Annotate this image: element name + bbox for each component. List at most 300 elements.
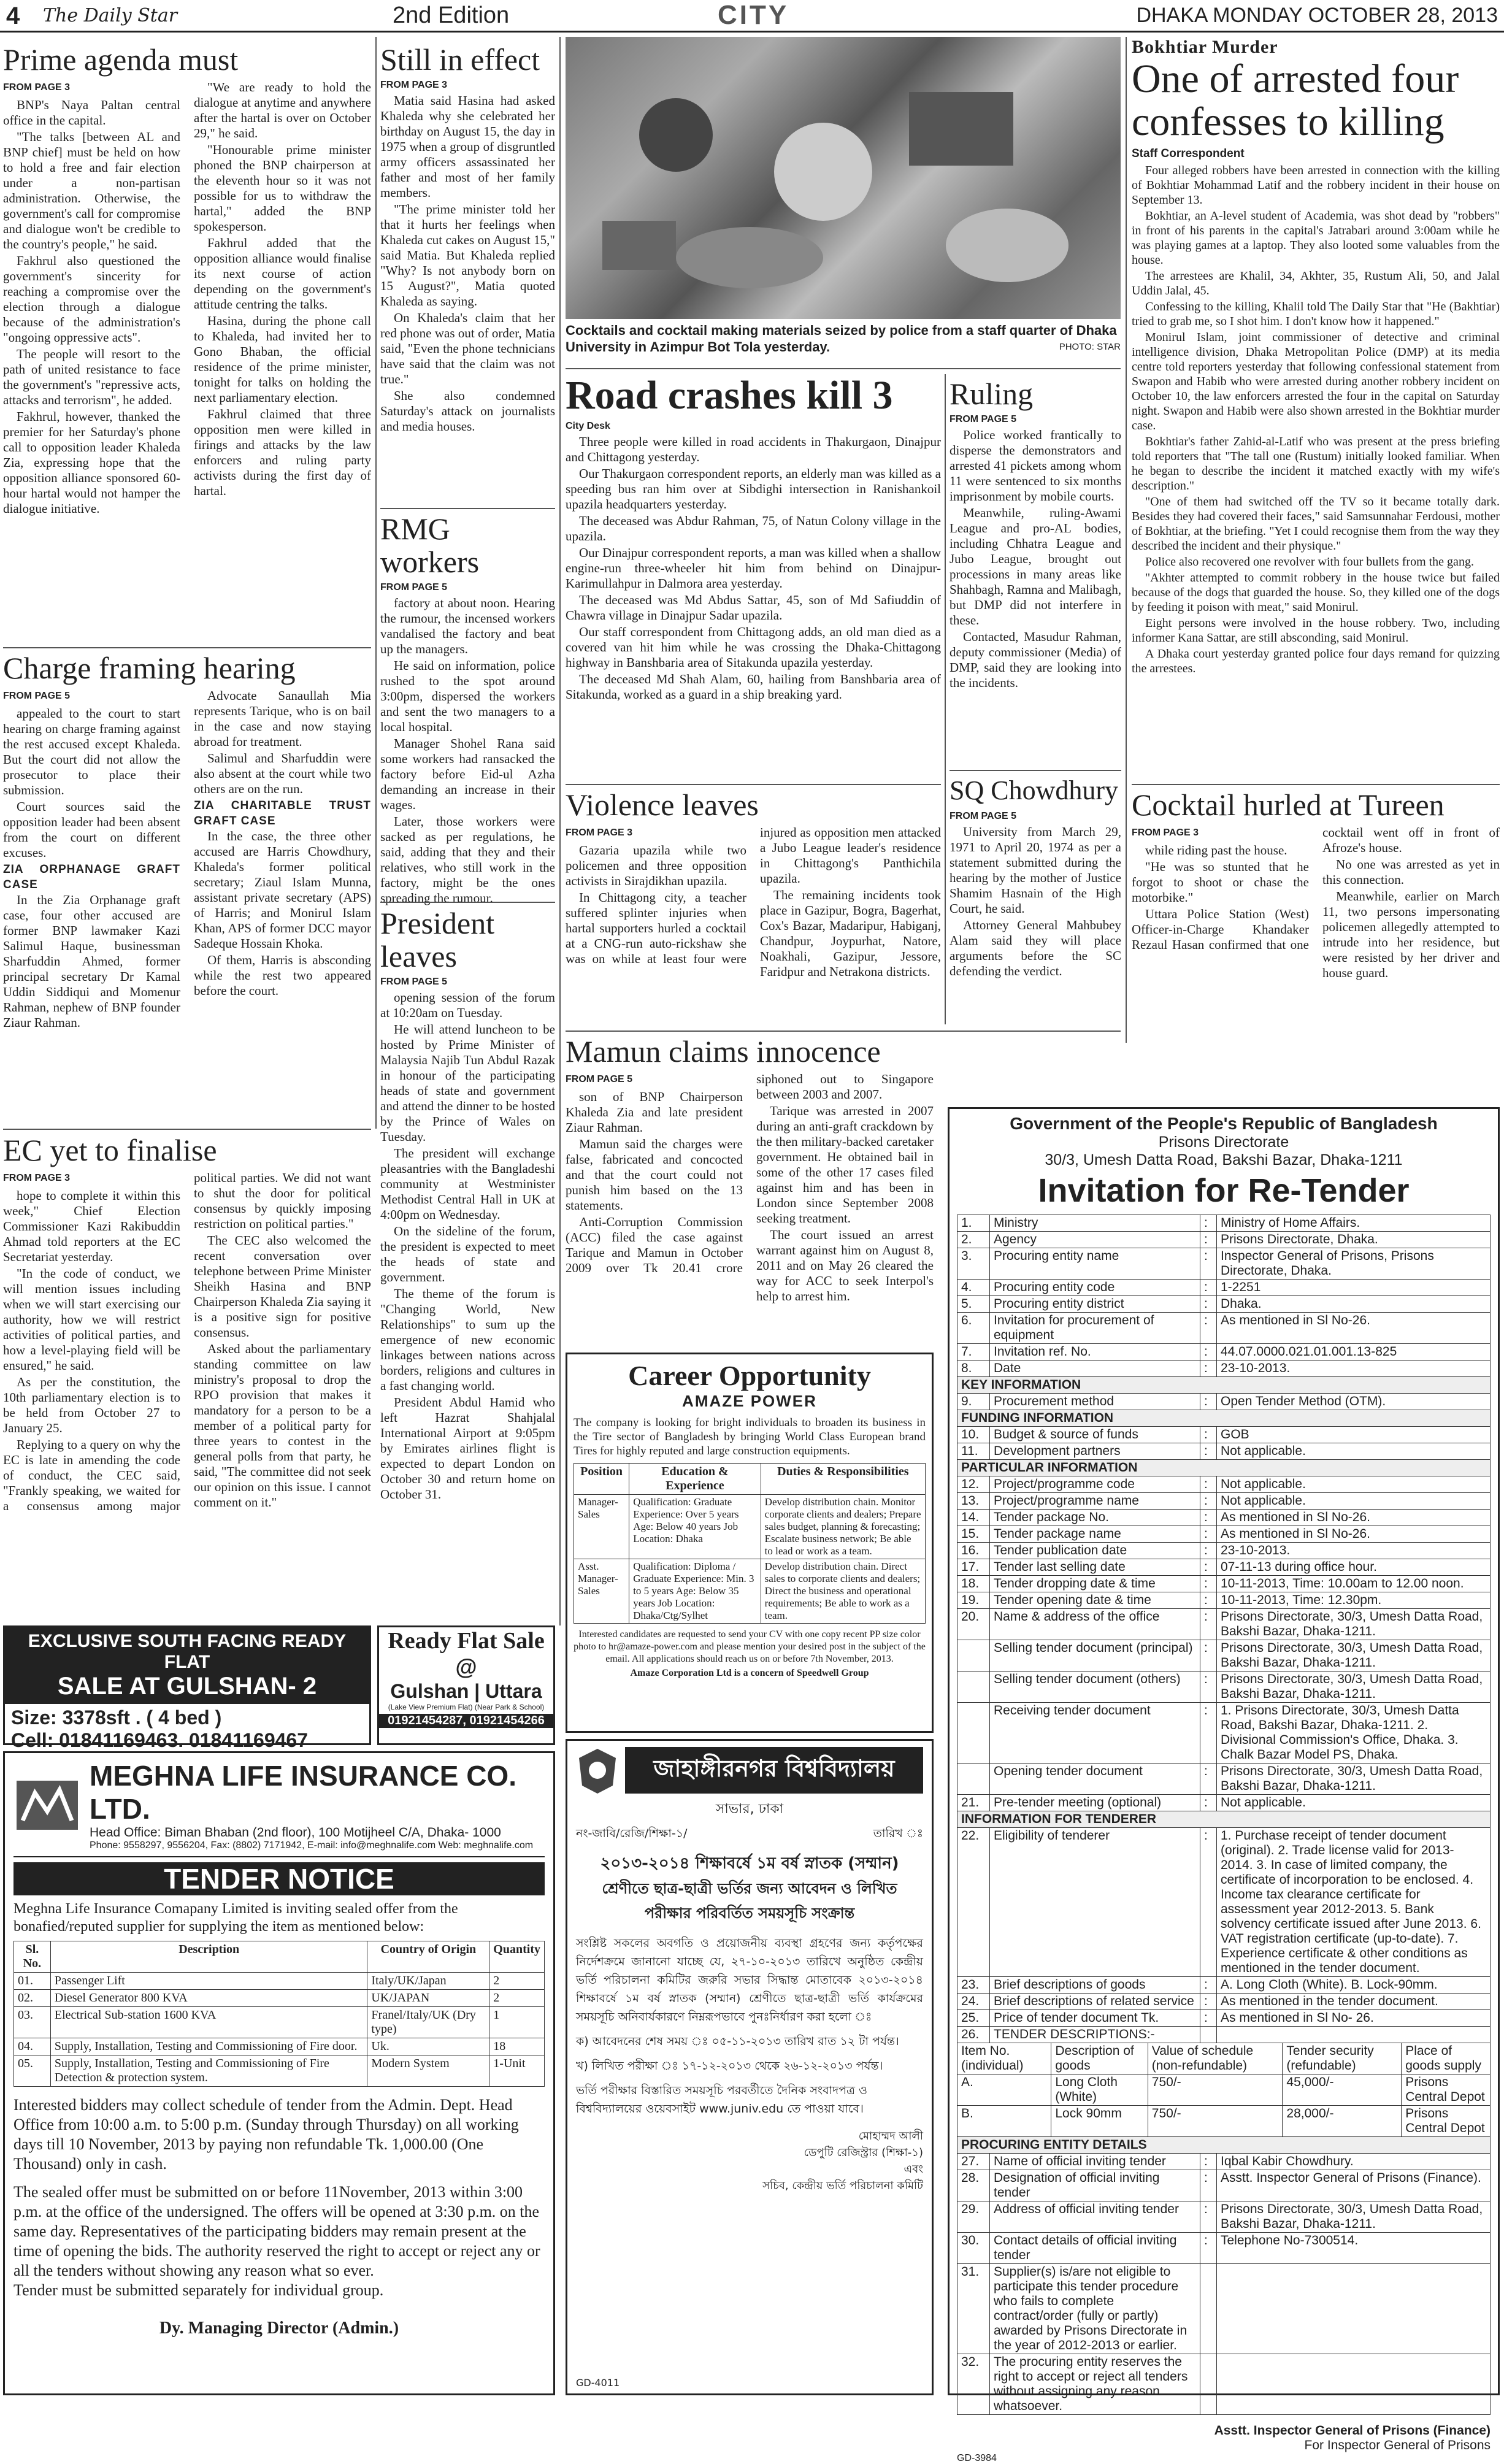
paragraph: "The talks [between AL and BNP chief] must be held on how to hold a free and fair election under a non-partisan administration. Otherwise, the government's call for compromise and dialogue won't be credible to the country's people," he said. bbox=[3, 129, 180, 251]
table-row bbox=[957, 1671, 1491, 1703]
table-row bbox=[957, 1394, 1491, 1410]
paragraph: Fakhrul added that the opposition alliance would finalise its next course of action depending on the government's attitude centring the talks. bbox=[194, 236, 371, 312]
paragraph: The remaining incidents took place in Gazipur, Bogra, Bagerhat, Cox's Bazar, Madaripur, Habiganj, Chandpur, Joypurhat, Natore, Noakhali, Gazipur, Jessore, Faridpur and Netrakona districts. bbox=[760, 888, 941, 979]
paragraph: University from March 29, 1971 to April 20, 1974 as per a statement submitted during the hearing by the mother of Justice Shamim Hasnain of the High Court, he said. bbox=[950, 824, 1121, 916]
headline: Still in effect bbox=[380, 42, 540, 77]
article-rmg-workers bbox=[380, 512, 555, 905]
row-value: Not applicable. bbox=[1217, 1795, 1491, 1811]
row-value: Ministry of Home Affairs. bbox=[1217, 1215, 1491, 1232]
cell: Prisons Central Depot bbox=[1402, 2106, 1491, 2137]
paragraph: Anti-Corruption Commission (ACC) filed the case against Tarique and Mamun in October 2009 over Tk 20.41 crore siphoned out to Singapore between 2003 and 2007. bbox=[566, 1072, 934, 1275]
table-row bbox=[957, 1977, 1491, 1994]
paragraph: "The prime minister told her that it hurts her feelings when Khaleda cut cakes on August 15," said Matia. But Khaleda replied "Why? Is not anybody born on 15 August?", Matia quoted Khaleda as saying. bbox=[380, 202, 555, 309]
table-row bbox=[957, 2201, 1491, 2233]
separator: : bbox=[1200, 1640, 1217, 1671]
column-divider bbox=[1126, 37, 1127, 1043]
tender-intro: Meghna Life Insurance Comapany Limited is inviting sealed offer from the bonafied/reputed supplier for supplying the item as mentioned below: bbox=[13, 1901, 458, 1935]
separator: : bbox=[1200, 1313, 1217, 1344]
from-page: FROM PAGE 5 bbox=[566, 1074, 633, 1084]
company-contact: Phone: 9558297, 9556204, Fax: (8802) 7171942, E-mail: info@meghnalife.com Web: meghnalife.com bbox=[90, 1840, 534, 1851]
paragraph: Uttara Police Station (West) Officer-in-Charge Khandaker Rezaul Hasan confirmed that one cocktail went off in front of Afroze's house. bbox=[1132, 825, 1500, 952]
cell: 750/- bbox=[1148, 2074, 1283, 2106]
table-row bbox=[957, 1609, 1491, 1640]
tender-descriptions-table bbox=[957, 2043, 1491, 2137]
dateline: DHAKA MONDAY OCTOBER 28, 2013 bbox=[1136, 4, 1498, 27]
tender-items-table bbox=[13, 1941, 545, 2087]
separator: : bbox=[1200, 1576, 1217, 1592]
paragraph: Manager Shohel Rana said some workers had ransacked the factory before Eid-ul Azha demanding an increase in their wages. bbox=[380, 736, 555, 812]
row-label: Brief descriptions of goods bbox=[990, 1977, 1200, 1994]
table-row bbox=[957, 2354, 1491, 2415]
article-body bbox=[3, 80, 371, 620]
meghna-logo-icon bbox=[13, 1778, 81, 1833]
paragraph: appealed to the court to start hearing on charge framing against the rest accused except Khaleda. But the court did not allow the prosecutor to place their submission. bbox=[3, 706, 180, 797]
subhead: ZIA CHARITABLE TRUST GRAFT CASE bbox=[194, 799, 371, 827]
row-label: Development partners bbox=[990, 1443, 1200, 1460]
university-crest-icon bbox=[576, 1746, 619, 1795]
cell: A. bbox=[957, 2074, 1051, 2106]
row-value: 1. Prisons Directorate, 30/3, Umesh Datta Road, Bakshi Bazar, Dhaka-1211. 2. Divisional Commission's Office, Dhaka. 3. Chalk Bazar Model PS, Dhaka. bbox=[1217, 1703, 1491, 1764]
row-number bbox=[957, 1671, 990, 1703]
row-label: The procuring entity reserves the right to accept or reject all tenders without assigning any reason whatsoever. bbox=[990, 2354, 1200, 2415]
paragraph: A Dhaka court yesterday granted police four days remand for quizzing the arrestees. bbox=[1132, 647, 1500, 675]
row-value: Prisons Directorate, 30/3, Umesh Datta Road, Bakshi Bazar, Dhaka-1211. bbox=[1217, 1671, 1491, 1703]
row-number: 10. bbox=[957, 1427, 990, 1443]
row-value: 44.07.0000.021.01.001.13-825 bbox=[1217, 1344, 1491, 1361]
cell: B. bbox=[957, 2106, 1051, 2137]
paragraph: In the case, the three other accused are Harris Chowdhury, Khaleda's former political secretary; Ziaul Islam Munna, assistant private secretary (APS) of Harris; and Monirul Islam Khan, APS of former DCC mayor Sadeque Hossain Khoka. bbox=[194, 829, 371, 951]
career-brand: AMAZE POWER bbox=[682, 1392, 817, 1410]
row-number: 32. bbox=[957, 2354, 990, 2415]
row-label: Selling tender document (others) bbox=[990, 1671, 1200, 1703]
row-value: As mentioned in Sl No-26. bbox=[1217, 1313, 1491, 1344]
article-sq-chowdhury bbox=[950, 774, 1121, 1026]
notice-note: ভর্তি পরীক্ষার বিস্তারিত সময়সূচি পরবর্তীতে দৈনিক সংবাদপত্র ও বিশ্ববিদ্যালয়ের ওয়েবসাইট www.juniv.edu তে পাওয়া যাবে। bbox=[576, 2084, 868, 2116]
paragraph: son of BNP Chairperson Khaleda Zia and late president Ziaur Rahman. bbox=[566, 1089, 743, 1135]
table-row bbox=[957, 1526, 1491, 1543]
cell: Prisons Central Depot bbox=[1402, 2074, 1491, 2106]
row-number: 22. bbox=[957, 1828, 990, 1977]
row-label: Pre-tender meeting (optional) bbox=[990, 1795, 1200, 1811]
from-page: FROM PAGE 3 bbox=[566, 827, 633, 838]
cell: Qualification: Graduate Experience: Over 5 years Age: Below 40 years Job Location: Dhaka bbox=[629, 1495, 761, 1559]
row-value: As mentioned in Sl No-26. bbox=[1217, 1526, 1491, 1543]
paragraph: No one was arrested as yet in this connection. bbox=[1322, 857, 1500, 887]
row-number: 19. bbox=[957, 1592, 990, 1609]
row-number: 13. bbox=[957, 1493, 990, 1510]
cell: 1-Unit bbox=[489, 2055, 545, 2087]
row-label: Designation of official inviting tender bbox=[990, 2170, 1200, 2201]
row-value: 10-11-2013, Time: 12.30pm. bbox=[1217, 1592, 1491, 1609]
row-value: 07-11-13 during office hour. bbox=[1217, 1559, 1491, 1576]
column-divider bbox=[945, 374, 946, 1024]
article-cocktail-tureen bbox=[1132, 788, 1500, 1027]
paragraph: On Khaleda's claim that her red phone was out of order, Matia said, "Even the phone technicians have said that the claim was not true." bbox=[380, 310, 555, 386]
table-row bbox=[957, 1248, 1491, 1280]
cell: Supply, Installation, Testing and Commissioning of Fire Detection & protection system. bbox=[50, 2055, 367, 2087]
table-row bbox=[957, 1994, 1491, 2010]
headline: Mamun claims innocence bbox=[566, 1034, 881, 1069]
cell: Lock 90mm bbox=[1051, 2106, 1148, 2137]
row-number: 16. bbox=[957, 1543, 990, 1559]
cell: Long Cloth (White) bbox=[1051, 2074, 1148, 2106]
paragraph: Police also recovered one revolver with four bullets from the gang. bbox=[1145, 555, 1474, 569]
table-row bbox=[957, 1361, 1491, 1377]
cell: Italy/UK/Japan bbox=[367, 1973, 489, 1990]
cell: Electrical Sub-station 1600 KVA bbox=[50, 2007, 367, 2038]
cell: Uk. bbox=[367, 2038, 489, 2055]
tender-signatory-2: For Inspector General of Prisons bbox=[1304, 2438, 1491, 2452]
separator: : bbox=[1200, 1394, 1217, 1410]
separator bbox=[1200, 2264, 1217, 2354]
notice-heading-3: পরীক্ষার পরিবর্তিত সময়সূচি সংক্রান্ত bbox=[644, 1905, 855, 1922]
career-title: Career Opportunity bbox=[628, 1360, 871, 1391]
paragraph: Four alleged robbers have been arrested in connection with the killing of Bokhtiar Mohammad Latif and the robbery incident in their house on September 13. bbox=[1132, 164, 1500, 207]
separator: : bbox=[1200, 2170, 1217, 2201]
section-label: KEY INFORMATION bbox=[957, 1377, 1491, 1394]
table-row bbox=[14, 1973, 545, 1990]
paragraph: "Akhter attempted to commit robbery in the house twice but failed because of the dogs that guarded the house. So, they killed one of the dogs by feeding it poison with meat," said Monirul. bbox=[1132, 571, 1500, 614]
row-label: Invitation for procurement of equipment bbox=[990, 1313, 1200, 1344]
cell: 45,000/- bbox=[1283, 2074, 1402, 2106]
from-page: FROM PAGE 3 bbox=[3, 82, 71, 93]
row-number: 28. bbox=[957, 2170, 990, 2201]
table-row bbox=[957, 1576, 1491, 1592]
row-label: Address of official inviting tender bbox=[990, 2201, 1200, 2233]
paragraph: Hasina, during the phone call to Khaleda, had invited her to Gono Bhaban, the official residence of the prime minister, tonight for talks on holding the next parliamentary election. bbox=[194, 313, 371, 405]
article-bokhtiar-murder bbox=[1132, 37, 1500, 788]
separator: : bbox=[1200, 1559, 1217, 1576]
subhead: ZIA ORPHANAGE GRAFT CASE bbox=[3, 863, 180, 891]
row-number: 31. bbox=[957, 2264, 990, 2354]
cell: UK/JAPAN bbox=[367, 1990, 489, 2007]
headline: EC yet to finalise bbox=[3, 1133, 217, 1167]
section-label: PARTICULAR INFORMATION bbox=[957, 1460, 1491, 1476]
separator: : bbox=[1200, 1592, 1217, 1609]
row-number: 2. bbox=[957, 1232, 990, 1248]
paragraph: The deceased was Md Abdus Sattar, 45, son of Md Safiuddin of Chawra village in Dinajpur Sadar upazila. bbox=[566, 593, 941, 623]
paragraph: In the Zia Orphanage graft case, four other accused are former BNP lawmaker Kazi Salimul Haque, businessman Sharfuddin Ahmed, former principal secretary Dr Kamal Uddin Siddiqui and Momenur Rahman, nephew of BNP founder Ziaur Rahman. bbox=[3, 892, 180, 1030]
row-number: 17. bbox=[957, 1559, 990, 1576]
table-row bbox=[957, 1493, 1491, 1510]
cell: 2 bbox=[489, 1990, 545, 2007]
row-label: Tender publication date bbox=[990, 1543, 1200, 1559]
paragraph: Fakhrul, however, thanked the premier for her Saturday's phone call to opposition leader Khaleda Zia, expressing hope that the opposition alliance sponsored 60-hour hartal would not hamper the dialogue initiative. bbox=[3, 409, 180, 516]
cell: 04. bbox=[14, 2038, 51, 2055]
column-header: Quantity bbox=[489, 1941, 545, 1973]
row-number: 11. bbox=[957, 1443, 990, 1460]
column-header: Description of goods bbox=[1051, 2043, 1148, 2074]
paragraph: In Chittagong city, a teacher suffered splinter injuries when hartal supporters hurled a cocktail at a CNG-run auto-rickshaw she was on while at least four were injured as opposition men attacked a Jubo League leader's residence in Chittagong's Panthichila upazila. bbox=[566, 825, 941, 966]
separator bbox=[1200, 2354, 1217, 2415]
paragraph: Asked about the parliamentary standing committee on law ministry's proposal to drop the RPO provision that makes it mandatory for a person to be a member of a political party for three years to contest in the general polls from that party, he said, "The committee did not seek our opinion on this issue. I cannot comment on it." bbox=[194, 1341, 371, 1510]
row-label: Name of official inviting tender bbox=[990, 2154, 1200, 2170]
article-body bbox=[3, 1170, 371, 1612]
paragraph: BNP's Naya Paltan central office in the capital. bbox=[3, 98, 180, 128]
kicker: Bokhtiar Murder bbox=[1132, 37, 1278, 57]
separator: : bbox=[1200, 1248, 1217, 1280]
meghna-header bbox=[13, 1759, 545, 1857]
separator: : bbox=[1200, 1344, 1217, 1361]
cell: 2 bbox=[489, 1973, 545, 1990]
row-label: Project/programme code bbox=[990, 1476, 1200, 1493]
rule bbox=[566, 784, 941, 785]
row-value: 23-10-2013. bbox=[1217, 1543, 1491, 1559]
cocktail-materials-image bbox=[566, 37, 1121, 319]
table-row bbox=[574, 1495, 926, 1559]
separator: : bbox=[1200, 1977, 1217, 1994]
separator: : bbox=[1200, 1476, 1217, 1493]
cell: Manager-Sales bbox=[574, 1495, 629, 1559]
from-page: FROM PAGE 3 bbox=[3, 1173, 71, 1183]
headline: SQ Chowdhury bbox=[950, 775, 1119, 805]
notice-signatory bbox=[576, 2128, 923, 2194]
paragraph: Contacted, Masudur Rahman, deputy commissioner (Media) of DMP, said they are looking into the incidents. bbox=[950, 629, 1121, 690]
table-header-row bbox=[957, 2043, 1491, 2074]
headline: Prime agenda must bbox=[3, 42, 239, 77]
table-row bbox=[957, 1703, 1491, 1764]
separator: : bbox=[1200, 1361, 1217, 1377]
cell: Modern System bbox=[367, 2055, 489, 2087]
column-header: Education & Experience bbox=[629, 1464, 761, 1495]
paragraph: Court sources said the opposition leader had been absent from the court on different excuses. bbox=[3, 799, 180, 860]
separator: : bbox=[1200, 2154, 1217, 2170]
table-row bbox=[957, 1443, 1491, 1460]
table-row bbox=[957, 1313, 1491, 1344]
paragraph: Police worked frantically to disperse the demonstrators and arrested 41 pickets among whom 11 were sentenced to six months imprisonment by mobile courts. bbox=[950, 428, 1121, 504]
paragraph: Our Dinajpur correspondent reports, a man was killed when a shallow engine-run three-wheeler hit him from behind on Dinajpur-Karimullahpur in Dalmora area yesterday. bbox=[566, 545, 941, 591]
section-row bbox=[957, 1811, 1491, 1828]
cell: 28,000/- bbox=[1283, 2106, 1402, 2137]
separator: : bbox=[1200, 1703, 1217, 1764]
row-value: 1. Purchase receipt of tender document (original). 2. Trade license valid for 2013-2014. 3. In case of limited company, the certificate of incorporation to be enclosed. 4. Income tax clearance certificate for assessment year 2012-2013. 5. Bank solvency certificate issued after June 2013. 6. VAT registration certificate (up-to-date). 7. Experience certificate & other conditions as mentioned in the tender document. bbox=[1217, 1828, 1491, 1977]
row-value: Telephone No-7300514. bbox=[1217, 2233, 1491, 2264]
paragraph: Our Thakurgaon correspondent reports, an elderly man was killed as a speeding bus ran him over at Sibdighi intersection in Ranishankoil upazila headquarters yesterday. bbox=[566, 466, 941, 512]
ad-line2: SALE AT GULSHAN- 2 bbox=[5, 1673, 369, 1704]
column-divider bbox=[559, 37, 561, 1625]
news-photo bbox=[566, 37, 1121, 319]
paragraph: Gazaria upazila while two policemen and three opposition activists in Sirajdikhan upazila. bbox=[566, 843, 746, 888]
row-value: 10-11-2013, Time: 10.00am to 12.00 noon. bbox=[1217, 1576, 1491, 1592]
row-label: TENDER DESCRIPTIONS:- bbox=[990, 2027, 1200, 2043]
paragraph: The president will exchange pleasantries with the Bangladeshi community at Westminister Methodist Central Hall in UK at 4:00pm on Wednesday. bbox=[380, 1146, 555, 1222]
row-number bbox=[957, 1764, 990, 1795]
paragraph: while riding past the house. bbox=[1145, 843, 1287, 858]
section-row bbox=[957, 1377, 1491, 1394]
row-value: Iqbal Kabir Chowdhury. bbox=[1217, 2154, 1491, 2170]
column-header: Value of schedule (non-refundable) bbox=[1148, 2043, 1283, 2074]
row-value bbox=[1217, 2027, 1491, 2043]
row-label: Project/programme name bbox=[990, 1493, 1200, 1510]
row-label: Opening tender document bbox=[990, 1764, 1200, 1795]
headline: President leaves bbox=[380, 906, 495, 973]
table-row bbox=[957, 2010, 1491, 2027]
separator: : bbox=[1200, 1427, 1217, 1443]
row-value: GOB bbox=[1217, 1427, 1491, 1443]
from-page: FROM PAGE 5 bbox=[950, 414, 1017, 424]
career-footer: Interested candidates are requested to send your CV with one copy recent PP size color photo to hr@amaze-power.com and please mention your desired post in the subject of the email. All applications should reach us on or before 7th November, 2013. bbox=[574, 1629, 926, 1664]
table-row bbox=[957, 1543, 1491, 1559]
ad-code: GD-3984 bbox=[957, 2453, 997, 2463]
row-label: Tender opening date & time bbox=[990, 1592, 1200, 1609]
from-page: FROM PAGE 5 bbox=[380, 582, 448, 593]
dept-name: Prisons Directorate bbox=[1158, 1134, 1289, 1151]
row-number: 12. bbox=[957, 1476, 990, 1493]
paragraph: "He was so stunted that he forgot to shoot or chase the motorbike." bbox=[1132, 859, 1309, 905]
cell: Diesel Generator 800 KVA bbox=[50, 1990, 367, 2007]
row-value: Open Tender Method (OTM). bbox=[1217, 1394, 1491, 1410]
table-row bbox=[957, 2233, 1491, 2264]
cell: 05. bbox=[14, 2055, 51, 2087]
row-number: 14. bbox=[957, 1510, 990, 1526]
paragraph: Fakhrul also questioned the government's sincerity for reaching a compromise over the election through a dialogue because of the administration's "ongoing oppressive acts". bbox=[3, 253, 180, 345]
ad-flat-sale bbox=[3, 1625, 371, 1751]
from-page: FROM PAGE 5 bbox=[3, 691, 71, 701]
row-label: Tender last selling date bbox=[990, 1559, 1200, 1576]
row-label: Tender package name bbox=[990, 1526, 1200, 1543]
paragraph: The court issued an arrest warrant against him on August 8, 2011 and on May 26 cleared the way for ACC to seek Interpol's help to arrest him. bbox=[756, 1227, 934, 1303]
from-page: FROM PAGE 5 bbox=[380, 977, 448, 987]
section-label: PROCURING ENTITY DETAILS bbox=[957, 2137, 1491, 2154]
row-number: 25. bbox=[957, 2010, 990, 2027]
paragraph: Monirul Islam, joint commissioner of detective and criminal intelligence division, Dhaka Metropolitan Police (DMP) at its media centre told reporters yesterday that following confessional statement from Swapon and Habib who were arrested during another robbery incident on October 10, the law enforcers arrested the four in the capital on Saturday night. Swapon and Habib were also shown arrested in the Bokhtiar murder case. bbox=[1132, 331, 1500, 432]
row-value bbox=[1217, 2264, 1491, 2354]
article-prime-agenda bbox=[3, 43, 371, 626]
paragraph: Advocate Sanaullah Mia represents Tarique, who is on bail in the case and now staying abroad for treatment. bbox=[194, 688, 371, 749]
row-label: Procuring entity district bbox=[990, 1296, 1200, 1313]
row-value: Prisons Directorate, 30/3, Umesh Datta Road, Bakshi Bazar, Dhaka-1211. bbox=[1217, 1640, 1491, 1671]
cell: Qualification: Diploma / Graduate Experience: Min. 3 to 5 years Age: Below 35 years Job Location: Dhaka/Ctg/Sylhet bbox=[629, 1559, 761, 1624]
row-value: Inspector General of Prisons, Prisons Directorate, Dhaka. bbox=[1217, 1248, 1491, 1280]
row-value: Not applicable. bbox=[1217, 1476, 1491, 1493]
separator: : bbox=[1200, 1443, 1217, 1460]
rule bbox=[380, 508, 555, 509]
paragraph: Mamun said the charges were false, fabricated and concocted and that the court could not punish him based on the 13 statements. bbox=[566, 1137, 743, 1213]
cell: Develop distribution chain. Direct sales to corporate clients and dealers; Direct the business and operational requirements; Be able to work as a team. bbox=[761, 1559, 925, 1624]
headline: Violence leaves bbox=[566, 788, 759, 822]
paragraph: The arrestees are Khalil, 34, Akhter, 35, Rustum Ali, 50, and Jalal Uddin Jalal, 45. bbox=[1132, 269, 1500, 297]
cell: Develop distribution chain. Monitor corporate clients and dealers; Prepare sales budget, planning & forecasting; Escalate business network; Be able to lead or work as a team. bbox=[761, 1495, 925, 1559]
from-page: FROM PAGE 3 bbox=[1132, 827, 1199, 838]
row-value: Prisons Directorate, 30/3, Umesh Datta Road, Bakshi Bazar, Dhaka-1211. bbox=[1217, 1764, 1491, 1795]
paragraph: He said on information, police rushed to the spot around 3:00pm, dispersed the workers and sent the two managers to a local hospital. bbox=[380, 658, 555, 734]
article-body bbox=[380, 596, 555, 906]
signatory-and: এবং bbox=[904, 2163, 923, 2176]
ad-size: Size: 3378sft . ( 4 bed ) bbox=[11, 1706, 222, 1729]
ad-phone: 01921454287, 01921454266 bbox=[379, 1714, 553, 1728]
column-header: Sl. No. bbox=[14, 1941, 51, 1973]
table-row bbox=[957, 1592, 1491, 1609]
newspaper-logo: The Daily Star bbox=[43, 5, 178, 26]
paragraph: He will attend luncheon to be hosted by Prime Minister of Malaysia Najib Tun Abdul Razak in honour of the participating heads of state and government and attend the dinner to be hosted by the Prince of Wales on Tuesday. bbox=[380, 1022, 555, 1144]
separator: : bbox=[1200, 1296, 1217, 1313]
article-body bbox=[380, 93, 555, 434]
row-label: Name & address of the office bbox=[990, 1609, 1200, 1640]
section-label: CITY bbox=[718, 0, 789, 30]
paragraph: Confessing to the killing, Khalil told The Daily Star that "He (Bakhtiar) tried to grab me, so I shot him. I don't know how it happened." bbox=[1132, 300, 1500, 328]
dept-address: 30/3, Umesh Datta Road, Bakshi Bazar, Dhaka-1211 bbox=[1045, 1151, 1403, 1169]
row-label: Procuring entity code bbox=[990, 1280, 1200, 1296]
from-page: FROM PAGE 3 bbox=[380, 80, 448, 90]
ad-career-opportunity bbox=[566, 1353, 934, 1733]
row-value: 1-2251 bbox=[1217, 1280, 1491, 1296]
row-number: 9. bbox=[957, 1394, 990, 1410]
row-value bbox=[1217, 2354, 1491, 2415]
paragraph: President Abdul Hamid who left Hazrat Shahjalal International Airport at 9:05pm by Emirates airlines flight is expected to depart London on October 30 and return home on October 31. bbox=[380, 1395, 555, 1502]
table-row bbox=[957, 2074, 1491, 2106]
notice-date: তারিখ ঃ bbox=[873, 1827, 923, 1840]
ad-at: @ bbox=[455, 1654, 477, 1679]
row-label: Procurement method bbox=[990, 1394, 1200, 1410]
masthead bbox=[0, 0, 1504, 33]
headline: Road crashes kill 3 bbox=[566, 373, 893, 418]
reference-number: নং-জাবি/রেজি/শিক্ষা-১/ bbox=[576, 1827, 688, 1840]
byline: Staff Correspondent bbox=[1132, 147, 1245, 160]
paragraph: Later, those workers were sacked as per regulations, he said, adding that they and their relatives, who still work in the factory, might be the ones spreading the rumour. bbox=[380, 814, 555, 905]
ad-line1: EXCLUSIVE SOUTH FACING READY FLAT bbox=[5, 1627, 369, 1673]
separator: : bbox=[1200, 2201, 1217, 2233]
ad-title: Ready Flat Sale bbox=[388, 1628, 545, 1654]
separator: : bbox=[1200, 1828, 1217, 1977]
row-number: 24. bbox=[957, 1994, 990, 2010]
table-row bbox=[957, 1559, 1491, 1576]
row-value: Not applicable. bbox=[1217, 1443, 1491, 1460]
paragraph: Of them, Harris is absconding while the rest two appeared before the court. bbox=[194, 953, 371, 998]
row-value: As mentioned in the tender document. bbox=[1217, 1994, 1491, 2010]
row-label: Eligibility of tenderer bbox=[990, 1828, 1200, 1977]
separator: : bbox=[1200, 1280, 1217, 1296]
paragraph: Attorney General Mahbubey Alam said they will place arguments before the SC defending the verdict. bbox=[950, 918, 1121, 978]
separator: : bbox=[1200, 1526, 1217, 1543]
cell: 03. bbox=[14, 2007, 51, 2038]
row-value: As mentioned in Sl No-26. bbox=[1217, 1510, 1491, 1526]
rule bbox=[3, 647, 371, 648]
row-value: Dhaka. bbox=[1217, 1296, 1491, 1313]
ad-cell: Cell: 01841169463. 01841169467 bbox=[11, 1729, 309, 1751]
cell: 02. bbox=[14, 1990, 51, 2007]
row-label: Receiving tender document bbox=[990, 1703, 1200, 1764]
table-row bbox=[957, 2106, 1491, 2137]
row-number: 15. bbox=[957, 1526, 990, 1543]
rule bbox=[566, 1031, 1121, 1032]
paragraph: opening session of the forum at 10:20am on Tuesday. bbox=[380, 990, 555, 1020]
career-group: Amaze Corporation Ltd is a concern of Speedwell Group bbox=[630, 1668, 869, 1678]
rule bbox=[566, 368, 1121, 369]
paragraph: As per the constitution, the 10th parliamentary election is to be held from October 27 to January 25. bbox=[3, 1375, 180, 1435]
section-row bbox=[957, 1410, 1491, 1427]
signatory-name: মোহাম্মদ আলী bbox=[858, 2130, 923, 2143]
section-label: FUNDING INFORMATION bbox=[957, 1410, 1491, 1427]
row-value: A. Long Cloth (White). B. Lock-90mm. bbox=[1217, 1977, 1491, 1994]
row-number: 27. bbox=[957, 2154, 990, 2170]
column-header: Item No. (individual) bbox=[957, 2043, 1051, 2074]
article-body bbox=[3, 688, 371, 1118]
separator: : bbox=[1200, 2233, 1217, 2264]
row-number bbox=[957, 1640, 990, 1671]
cell: 01. bbox=[14, 1973, 51, 1990]
university-name: জাহাঙ্গীরনগর বিশ্ববিদ্যালয় bbox=[625, 1747, 923, 1794]
tender-entity-table bbox=[957, 2136, 1491, 2415]
column-divider bbox=[375, 37, 377, 1129]
row-label: Agency bbox=[990, 1232, 1200, 1248]
article-ec-finalise bbox=[3, 1134, 371, 1618]
row-label: Price of tender document Tk. bbox=[990, 2010, 1200, 2027]
gov-name: Government of the People's Republic of Bangladesh bbox=[1010, 1114, 1438, 1133]
separator: : bbox=[1200, 1609, 1217, 1640]
notice-item-ka: ক) আবেদনের শেষ সময় ঃ ০৫-১১-২০১৩ তারিখ রাত ১২ টা পর্যন্ত। bbox=[576, 2035, 899, 2048]
paragraph: Bokhtiar's father Zahid-al-Latif who was present at the press briefing told reporters that "The tall one (Rustum) initially looked familiar. When he began to describe the incident it matched exactly with my wife's description." bbox=[1132, 435, 1500, 493]
table-row bbox=[14, 1990, 545, 2007]
